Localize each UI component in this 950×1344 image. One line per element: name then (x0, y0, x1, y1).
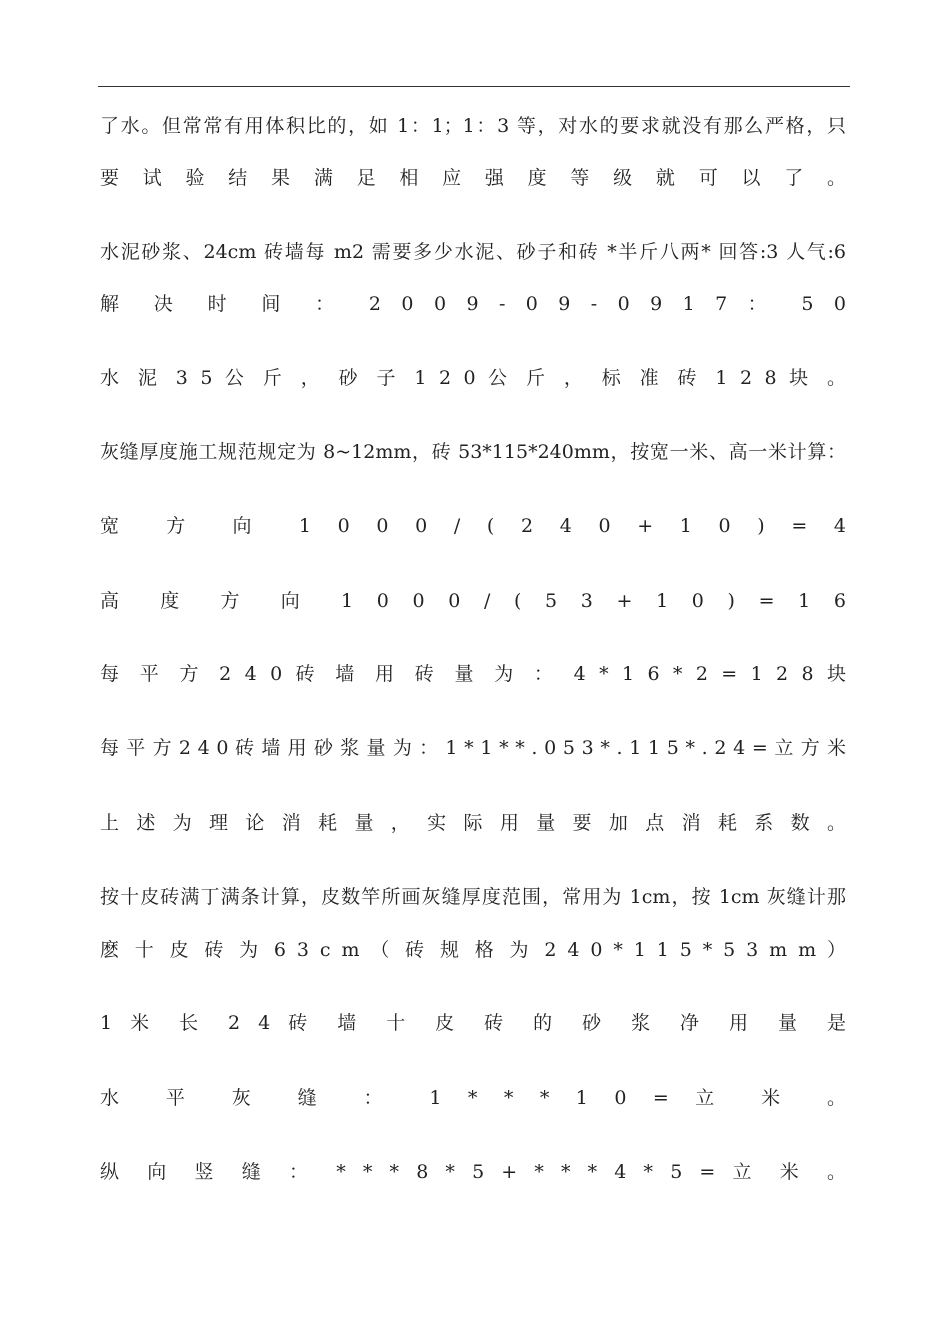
text-line: 高 度 方 向 1 0 0 0 / ( 5 3 + 1 0 ) = 1 6 (100, 590, 846, 612)
text-line: 水 泥 3 5 公 斤 ， 砂 子 1 2 0 公 斤 ， 标 准 砖 1 2 8 块 。 (100, 367, 846, 389)
text-line: 水 平 灰 缝 ： 1 * * * 1 0 = 立 米 。 (100, 1087, 846, 1109)
text-line: 水泥砂浆、24cm 砖墙每 m2 需要多少水泥、砂子和砖 *半斤八两* 回答:3 人气:6 (100, 241, 846, 263)
text-line: 了水。但常常有用体积比的，如 1：1；1：3 等，对水的要求就没有那么严格，只 (100, 115, 846, 137)
text-line: 宽 方 向 1 0 0 0 / ( 2 4 0 + 1 0 ) = 4 (100, 515, 846, 537)
text-line: 纵 向 竖 缝 ： * * * 8 * 5 + * * * 4 * 5 = 立 米 。 (100, 1161, 846, 1183)
text-line: 解 决 时 间 ： 2 0 0 9 - 0 9 - 0 9 1 7 ： 5 0 (100, 293, 846, 315)
text-line: 每 平 方 2 4 0 砖 墙 用 砂 浆 量 为 ： 1 * 1 * * . 0 5 3 * . 1 1 5 * . 2 4 = 立 方 米 (100, 737, 846, 759)
text-line: 上 述 为 理 论 消 耗 量 ， 实 际 用 量 要 加 点 消 耗 系 数 。 (100, 812, 846, 834)
text-line: 每 平 方 2 4 0 砖 墙 用 砖 量 为 ： 4 * 1 6 * 2 = 1 2 8 块 (100, 663, 846, 685)
text-line: 按十皮砖满丁满条计算，皮数竿所画灰缝厚度范围，常用为 1cm，按 1cm 灰缝计那 (100, 886, 846, 908)
text-line: 1 米 长 2 4 砖 墙 十 皮 砖 的 砂 浆 净 用 量 是 (100, 1012, 846, 1034)
text-line: 要 试 验 结 果 满 足 相 应 强 度 等 级 就 可 以 了 。 (100, 167, 846, 189)
header-rule (98, 86, 850, 87)
text-line: 麽 十 皮 砖 为 6 3 c m （ 砖 规 格 为 2 4 0 * 1 1 5 * 5 3 m m ） (100, 939, 846, 961)
text-line: 灰缝厚度施工规范规定为 8~12mm，砖 53*115*240mm，按宽一米、高一米计算： (100, 441, 846, 463)
